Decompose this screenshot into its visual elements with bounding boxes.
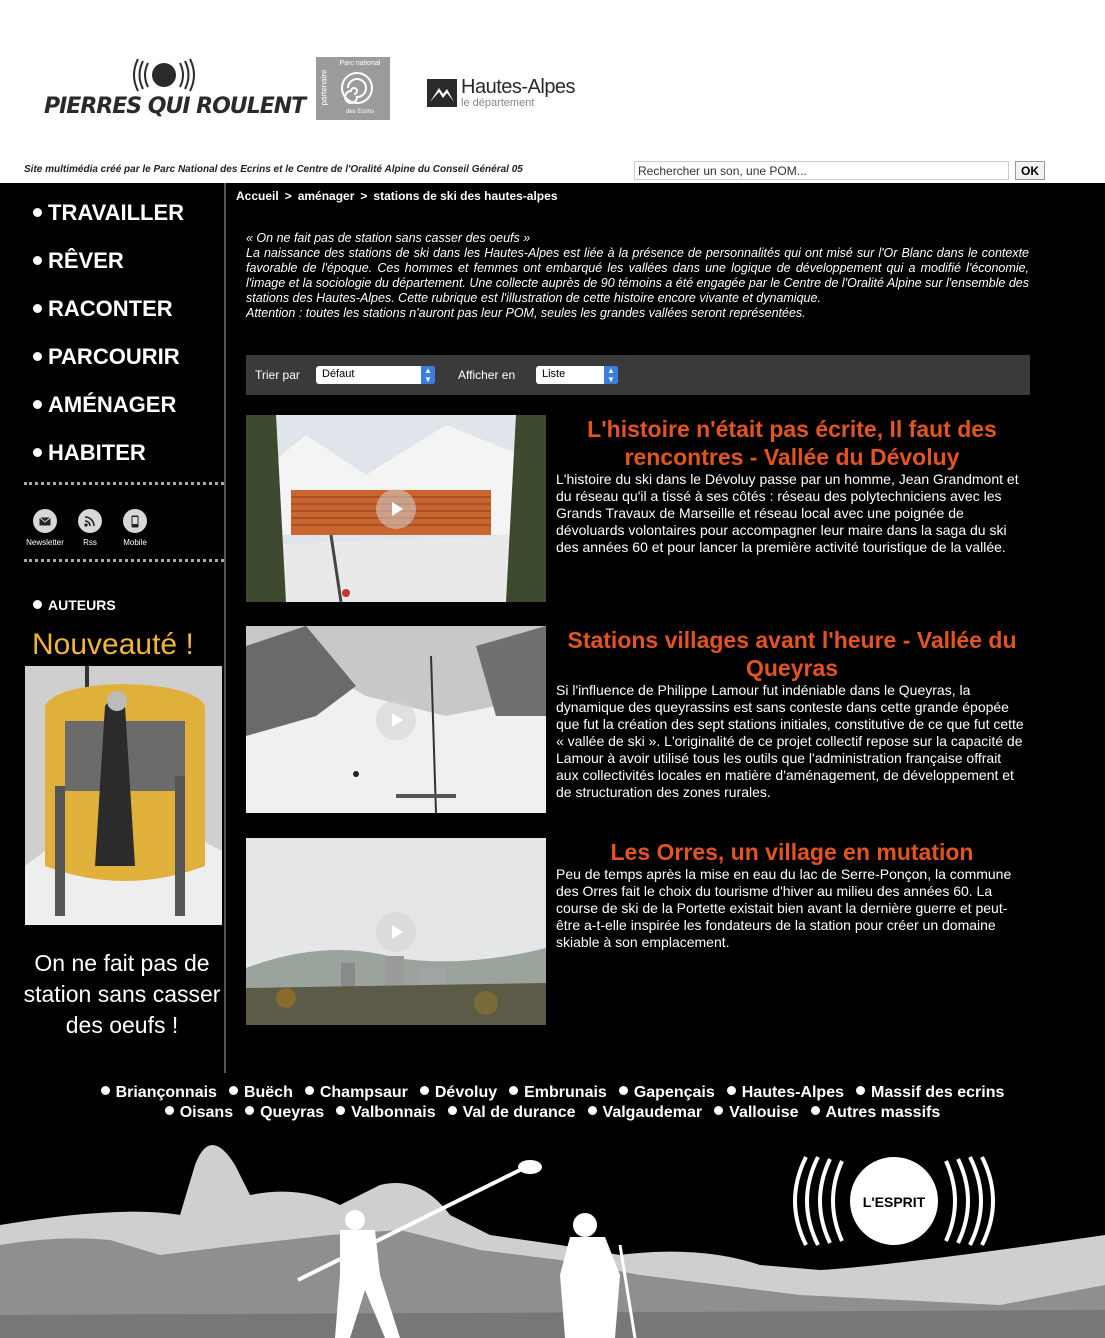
item-description: L'histoire du ski dans le Dévoluy passe par un homme, Jean Grandmont et du réseau qu'il a tissé à ses côtés : réseau des polytechniciens avec les Grands Travaux de Marseille et réseau local avec une poignée de dévoluards volontaires pour accompagner leur maire dans la saga du ski des années 60 et pour lancer la première activité touristique de la vallée.	[556, 471, 1019, 555]
dept-name: Hautes-Alpes	[461, 76, 576, 98]
breadcrumb-amenager[interactable]: aménager	[297, 189, 355, 203]
mobile-link[interactable]	[115, 509, 155, 547]
bullet-icon	[33, 304, 42, 313]
nav-item-rever[interactable]	[33, 248, 124, 274]
site-tagline: Site multimédia créé par le Parc National des Ecrins et le Centre de l'Oralité Alpine du Conseil Général 05	[24, 164, 523, 175]
authors-label: AUTEURS	[48, 597, 116, 613]
list-item	[246, 626, 1036, 813]
region-link[interactable]	[509, 1084, 607, 1102]
site-header	[0, 0, 1105, 183]
nav-item-label: AMÉNAGER	[48, 392, 177, 417]
sort-bar	[246, 355, 1030, 395]
sidebar-divider	[224, 183, 226, 1073]
sound-waves-icon	[124, 58, 204, 92]
bullet-icon	[229, 1086, 238, 1095]
region-label: Massif des ecrins	[871, 1084, 1005, 1101]
parc-ecrins-logo[interactable]	[316, 57, 390, 120]
region-label: Embrunais	[524, 1084, 607, 1101]
bullet-icon	[811, 1106, 820, 1115]
nav-item-raconter[interactable]	[33, 296, 173, 322]
promo-image[interactable]	[25, 666, 222, 925]
regions-row-2	[0, 1104, 1105, 1122]
esprit-label: L'ESPRIT	[862, 1194, 926, 1210]
view-label: Afficher en	[458, 368, 516, 382]
regions-row-1	[0, 1084, 1105, 1102]
bullet-icon	[588, 1106, 597, 1115]
video-thumbnail[interactable]	[246, 626, 546, 813]
region-label: Vallouise	[729, 1104, 799, 1121]
region-link[interactable]	[856, 1084, 1004, 1102]
bullet-icon	[245, 1106, 254, 1115]
mail-icon	[33, 509, 57, 533]
bullet-icon	[33, 208, 42, 217]
region-label: Champsaur	[319, 1084, 408, 1101]
region-label: Briançonnais	[115, 1084, 217, 1101]
mountain-icon	[427, 79, 457, 107]
select-arrows-icon: ▲ ▼	[604, 366, 618, 384]
bullet-icon	[727, 1086, 736, 1095]
promo-caption: On ne fait pas de station sans casser des oeufs !	[23, 950, 221, 1038]
dotted-divider	[24, 482, 224, 485]
nav-item-label: HABITER	[48, 440, 146, 465]
region-link[interactable]	[229, 1084, 293, 1102]
bullet-icon	[714, 1106, 723, 1115]
nav-item-habiter[interactable]	[33, 440, 146, 466]
intro-quote: « On ne fait pas de station sans casser des oeufs »	[246, 231, 531, 245]
bullet-icon	[448, 1106, 457, 1115]
region-label: Valbonnais	[351, 1104, 436, 1121]
video-thumbnail[interactable]	[246, 415, 546, 602]
region-link[interactable]	[305, 1084, 408, 1102]
region-label: Gapençais	[633, 1084, 715, 1101]
region-link[interactable]	[619, 1084, 715, 1102]
region-label: Autres massifs	[825, 1104, 941, 1121]
region-label: Oisans	[179, 1104, 234, 1121]
spiral-icon	[340, 70, 374, 106]
bullet-icon	[420, 1086, 429, 1095]
region-link[interactable]	[448, 1104, 576, 1122]
region-link[interactable]	[245, 1104, 324, 1122]
sort-value: Défaut	[322, 368, 355, 380]
list-item	[246, 415, 1036, 602]
authors-link[interactable]	[33, 597, 116, 613]
sort-select[interactable]	[316, 366, 435, 384]
region-label: Hautes-Alpes	[741, 1084, 844, 1101]
region-link[interactable]	[336, 1104, 435, 1122]
region-link[interactable]	[420, 1084, 497, 1102]
breadcrumb-home[interactable]: Accueil	[236, 189, 279, 203]
region-link[interactable]	[588, 1104, 703, 1122]
bullet-icon	[305, 1086, 314, 1095]
bullet-icon	[619, 1086, 628, 1095]
bullet-icon	[509, 1086, 518, 1095]
intro-body: La naissance des stations de ski dans les Hautes-Alpes est liée à la présence de personnalités qui ont misé sur l'Or Blanc dans le contexte favorable de l'époque. Ces hommes et femmes ont embarqué les vallées dans une logique de développement qui a modifié l'économie, l'image et la sociologie du département. Une collecte auprès de 90 témoins a été engagée par le Centre de l'Oralité Alpine sur l'ensemble des stations des Hautes-Alpes. Cette rubrique est l'illustration de cette histoire encore vivante et dynamique.	[246, 246, 1029, 305]
newsletter-label: Newsletter	[26, 538, 64, 547]
bullet-icon	[336, 1106, 345, 1115]
esprit-logo[interactable]	[784, 1155, 1004, 1247]
video-thumbnail[interactable]	[246, 838, 546, 1025]
search-button[interactable]: OK	[1015, 161, 1045, 180]
cable-car-photo	[25, 666, 222, 925]
bullet-icon	[33, 400, 42, 409]
region-label: Buëch	[243, 1084, 293, 1101]
nav-item-parcourir[interactable]	[33, 344, 180, 370]
item-title[interactable]: Les Orres, un village en mutation	[610, 839, 974, 865]
region-link[interactable]	[727, 1084, 844, 1102]
logo-text: PIERRES QUI ROULENT	[44, 94, 306, 119]
partner-label: partenaire	[319, 69, 329, 106]
dotted-divider	[24, 559, 224, 562]
nav-item-label: RACONTER	[48, 296, 173, 321]
region-link[interactable]	[714, 1104, 798, 1122]
newsletter-link[interactable]	[25, 509, 65, 547]
list-item	[246, 838, 1036, 1025]
mobile-label: Mobile	[123, 538, 147, 547]
parc-label-bottom: des Ecrins	[345, 109, 374, 115]
region-link[interactable]	[811, 1104, 941, 1122]
item-description: Si l'influence de Philippe Lamour fut indéniable dans le Queyras, la dynamique des queyrassins est sans conteste dans cette grande épopée que fut la création des sept stations initiales, constitutive de ce que fut cette « vallée de ski ». L'originalité de ce projet collectif repose sur la capacité de Lamour à avoir utilisé tous les outils que l'administration française offrait aux collectivités locales en matière d'aménagement, de développement et de structuration des zones rurales.	[556, 682, 1024, 800]
intro-note: Attention : toutes les stations n'auront pas leur POM, seules les grandes vallées seront représentées.	[246, 306, 806, 320]
nav-item-travailler[interactable]	[33, 200, 184, 226]
select-arrows-icon: ▲ ▼	[421, 366, 435, 384]
intro-text	[246, 231, 1029, 321]
item-title[interactable]: Stations villages avant l'heure - Vallée du Queyras	[567, 627, 1017, 681]
region-link[interactable]	[165, 1104, 233, 1122]
breadcrumb: Accueil > aménager > stations de ski des hautes-alpes	[236, 189, 558, 203]
bullet-icon	[33, 448, 42, 457]
bullet-icon	[165, 1106, 174, 1115]
bullet-icon	[33, 352, 42, 361]
region-label: Dévoluy	[434, 1084, 498, 1101]
nav-item-label: PARCOURIR	[48, 344, 180, 369]
play-button[interactable]	[376, 912, 416, 952]
mobile-icon	[123, 509, 147, 533]
dept-sub: le département	[461, 97, 535, 109]
parc-label-top: Parc national	[339, 60, 381, 67]
new-label: Nouveauté !	[32, 628, 194, 661]
bullet-icon	[101, 1086, 110, 1095]
item-title[interactable]: L'histoire n'était pas écrite, Il faut des rencontres - Vallée du Dévoluy	[587, 416, 997, 470]
nav-item-label: RÊVER	[48, 248, 124, 273]
nav-item-amenager[interactable]	[33, 392, 176, 418]
region-label: Val de durance	[462, 1104, 576, 1121]
region-label: Queyras	[260, 1104, 325, 1121]
rss-icon	[78, 509, 102, 533]
region-label: Valgaudemar	[602, 1104, 703, 1121]
item-description: Peu de temps après la mise en eau du lac de Serre-Ponçon, la commune des Orres fait le choix du tourisme d'hiver au milieu des années 60. La course de ski de la Portette existait bien avant la dernière guerre et peut-être a-t-elle inspirée les fondateurs de la station pour créer un domaine skiable à son emplacement.	[556, 866, 1012, 950]
play-button[interactable]	[376, 489, 416, 529]
region-link[interactable]	[101, 1084, 217, 1102]
view-select[interactable]	[536, 366, 618, 384]
sort-label: Trier par	[255, 368, 300, 382]
search-input[interactable]	[634, 161, 1009, 180]
view-value: Liste	[542, 368, 566, 380]
site-logo[interactable]	[44, 58, 306, 124]
breadcrumb-current[interactable]: stations de ski des hautes-alpes	[373, 189, 558, 203]
rss-link[interactable]	[70, 509, 110, 547]
bullet-icon	[33, 256, 42, 265]
play-button[interactable]	[376, 700, 416, 740]
hautes-alpes-logo[interactable]	[427, 76, 597, 112]
bullet-icon	[856, 1086, 865, 1095]
nav-item-label: TRAVAILLER	[48, 200, 185, 225]
rss-label: Rss	[83, 538, 97, 547]
